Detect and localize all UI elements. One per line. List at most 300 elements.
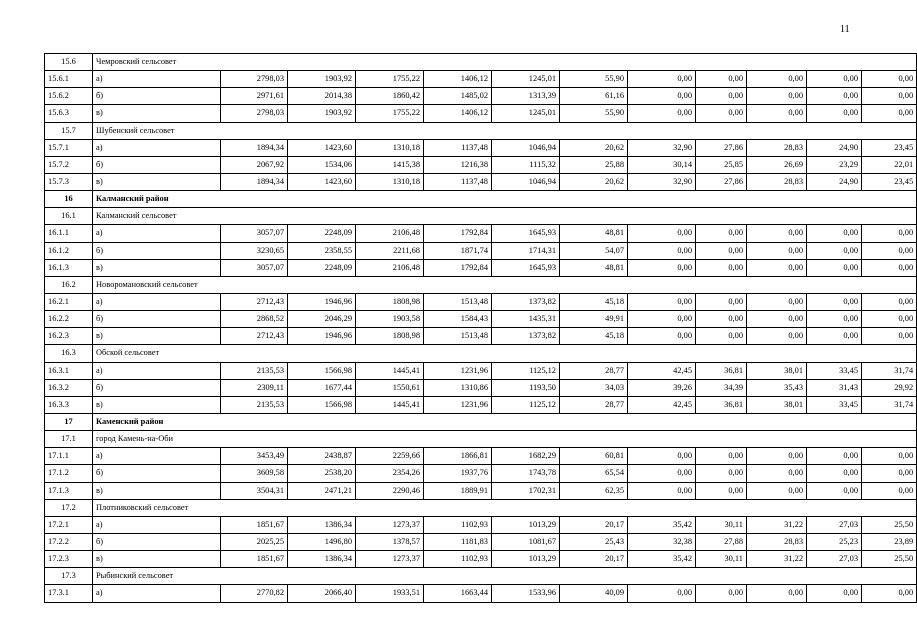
- value-cell: 36,81: [696, 396, 747, 413]
- row-option-label: а): [93, 71, 221, 88]
- value-cell: 0,00: [747, 88, 807, 105]
- value-cell: 45,18: [560, 293, 628, 310]
- value-cell: 30,11: [696, 516, 747, 533]
- value-cell: 24,90: [807, 173, 862, 190]
- value-cell: 0,00: [628, 465, 696, 482]
- row-number: 16.3.3: [45, 396, 93, 413]
- value-cell: 0,00: [807, 328, 862, 345]
- row-number: 15.6.2: [45, 88, 93, 105]
- row-option-label: а): [93, 225, 221, 242]
- row-number: 15.6.3: [45, 105, 93, 122]
- value-cell: 1137,48: [424, 139, 492, 156]
- value-cell: 0,00: [807, 482, 862, 499]
- table-row: [45, 585, 917, 602]
- district-header-row: [45, 191, 917, 208]
- value-cell: 1866,81: [424, 448, 492, 465]
- section-title: город Камень-на-Оби: [93, 431, 917, 448]
- section-header-row: [45, 499, 917, 516]
- value-cell: 1566,98: [288, 396, 356, 413]
- value-cell: 24,90: [807, 139, 862, 156]
- row-number: 16.1.2: [45, 242, 93, 259]
- row-number: 17.1: [45, 431, 93, 448]
- value-cell: 2770,82: [221, 585, 288, 602]
- value-cell: 32,90: [628, 173, 696, 190]
- row-option-label: б): [93, 311, 221, 328]
- value-cell: 1245,01: [492, 105, 560, 122]
- value-cell: 0,00: [696, 242, 747, 259]
- value-cell: 0,00: [628, 482, 696, 499]
- district-title: Калманский район: [93, 191, 917, 208]
- row-number: 16.1.1: [45, 225, 93, 242]
- value-cell: 0,00: [696, 225, 747, 242]
- section-header-row: [45, 568, 917, 585]
- table-row: [45, 225, 917, 242]
- row-number: 17.1.3: [45, 482, 93, 499]
- table-row: [45, 396, 917, 413]
- table-row: [45, 293, 917, 310]
- value-cell: 1677,44: [288, 379, 356, 396]
- row-number: 17.2: [45, 499, 93, 516]
- value-cell: 1373,82: [492, 293, 560, 310]
- section-header-row: [45, 345, 917, 362]
- value-cell: 2798,03: [221, 71, 288, 88]
- value-cell: 0,00: [862, 225, 917, 242]
- value-cell: 1013,29: [492, 516, 560, 533]
- value-cell: 2025,25: [221, 533, 288, 550]
- value-cell: 1645,93: [492, 259, 560, 276]
- section-title: Плотниковский сельсовет: [93, 499, 917, 516]
- value-cell: 1378,57: [356, 533, 424, 550]
- value-cell: 2259,66: [356, 448, 424, 465]
- row-option-label: в): [93, 396, 221, 413]
- table-row: [45, 71, 917, 88]
- value-cell: 3230,65: [221, 242, 288, 259]
- table-row: [45, 551, 917, 568]
- table-row: [45, 362, 917, 379]
- value-cell: 0,00: [862, 293, 917, 310]
- value-cell: 1513,48: [424, 293, 492, 310]
- value-cell: 45,18: [560, 328, 628, 345]
- value-cell: 0,00: [807, 242, 862, 259]
- row-number: 17.2.2: [45, 533, 93, 550]
- value-cell: 1445,41: [356, 362, 424, 379]
- row-number: 15.6: [45, 54, 93, 71]
- value-cell: 2067,92: [221, 156, 288, 173]
- value-cell: 30,14: [628, 156, 696, 173]
- value-cell: 0,00: [807, 105, 862, 122]
- value-cell: 2135,53: [221, 362, 288, 379]
- value-cell: 2106,48: [356, 259, 424, 276]
- value-cell: 1313,39: [492, 88, 560, 105]
- value-cell: 55,90: [560, 71, 628, 88]
- value-cell: 1792,84: [424, 225, 492, 242]
- value-cell: 1933,51: [356, 585, 424, 602]
- value-cell: 0,00: [862, 448, 917, 465]
- section-title: Калманский сельсовет: [93, 208, 917, 225]
- value-cell: 0,00: [807, 259, 862, 276]
- row-number: 16.3: [45, 345, 93, 362]
- row-number: 17.1.1: [45, 448, 93, 465]
- value-cell: 0,00: [747, 259, 807, 276]
- value-cell: 23,89: [862, 533, 917, 550]
- value-cell: 25,23: [807, 533, 862, 550]
- value-cell: 1273,37: [356, 551, 424, 568]
- value-cell: 35,42: [628, 516, 696, 533]
- value-cell: 0,00: [862, 105, 917, 122]
- row-option-label: а): [93, 139, 221, 156]
- value-cell: 1386,34: [288, 551, 356, 568]
- value-cell: 1808,98: [356, 328, 424, 345]
- table-row: [45, 156, 917, 173]
- row-number: 15.7.1: [45, 139, 93, 156]
- value-cell: 38,01: [747, 362, 807, 379]
- value-cell: 25,85: [696, 156, 747, 173]
- value-cell: 0,00: [862, 88, 917, 105]
- row-option-label: в): [93, 482, 221, 499]
- value-cell: 1755,22: [356, 71, 424, 88]
- value-cell: 35,42: [628, 551, 696, 568]
- value-cell: 0,00: [862, 71, 917, 88]
- section-header-row: [45, 122, 917, 139]
- value-cell: 55,90: [560, 105, 628, 122]
- value-cell: 0,00: [696, 465, 747, 482]
- value-cell: 0,00: [696, 448, 747, 465]
- value-cell: 34,03: [560, 379, 628, 396]
- page-number: 11: [840, 24, 850, 35]
- value-cell: 28,77: [560, 362, 628, 379]
- row-number: 17.3: [45, 568, 93, 585]
- value-cell: 0,00: [628, 259, 696, 276]
- value-cell: 1137,48: [424, 173, 492, 190]
- value-cell: 3453,49: [221, 448, 288, 465]
- table-row: [45, 379, 917, 396]
- value-cell: 39,26: [628, 379, 696, 396]
- value-cell: 2014,38: [288, 88, 356, 105]
- table-row: [45, 328, 917, 345]
- value-cell: 1550,61: [356, 379, 424, 396]
- row-number: 16.3.1: [45, 362, 93, 379]
- value-cell: 1273,37: [356, 516, 424, 533]
- value-cell: 0,00: [862, 259, 917, 276]
- value-cell: 20,17: [560, 516, 628, 533]
- value-cell: 1496,80: [288, 533, 356, 550]
- value-cell: 20,62: [560, 173, 628, 190]
- value-cell: 1115,32: [492, 156, 560, 173]
- row-option-label: б): [93, 465, 221, 482]
- value-cell: 28,83: [747, 139, 807, 156]
- value-cell: 1645,93: [492, 225, 560, 242]
- value-cell: 1937,76: [424, 465, 492, 482]
- row-number: 17.2.3: [45, 551, 93, 568]
- value-cell: 1046,94: [492, 139, 560, 156]
- value-cell: 2066,40: [288, 585, 356, 602]
- value-cell: 2106,48: [356, 225, 424, 242]
- value-cell: 0,00: [696, 311, 747, 328]
- value-cell: 23,29: [807, 156, 862, 173]
- value-cell: 3057,07: [221, 225, 288, 242]
- section-title: Шубенский сельсовет: [93, 122, 917, 139]
- value-cell: 31,22: [747, 551, 807, 568]
- value-cell: 40,09: [560, 585, 628, 602]
- value-cell: 27,86: [696, 139, 747, 156]
- value-cell: 31,43: [807, 379, 862, 396]
- value-cell: 0,00: [628, 585, 696, 602]
- row-number: 16.3.2: [45, 379, 93, 396]
- value-cell: 0,00: [747, 311, 807, 328]
- value-cell: 1946,96: [288, 293, 356, 310]
- value-cell: 20,62: [560, 139, 628, 156]
- value-cell: 34,39: [696, 379, 747, 396]
- value-cell: 1386,34: [288, 516, 356, 533]
- value-cell: 1013,29: [492, 551, 560, 568]
- value-cell: 0,00: [807, 225, 862, 242]
- value-cell: 0,00: [628, 448, 696, 465]
- section-header-row: [45, 208, 917, 225]
- value-cell: 0,00: [747, 465, 807, 482]
- district-title: Каменский район: [93, 413, 917, 430]
- value-cell: 60,81: [560, 448, 628, 465]
- row-option-label: б): [93, 88, 221, 105]
- section-title: Чемровский сельсовет: [93, 54, 917, 71]
- value-cell: 1310,18: [356, 139, 424, 156]
- table-row: [45, 173, 917, 190]
- section-title: Обской сельсовет: [93, 345, 917, 362]
- value-cell: 26,69: [747, 156, 807, 173]
- value-cell: 1373,82: [492, 328, 560, 345]
- value-cell: 1310,86: [424, 379, 492, 396]
- value-cell: 1445,41: [356, 396, 424, 413]
- value-cell: 0,00: [747, 293, 807, 310]
- value-cell: 62,35: [560, 482, 628, 499]
- value-cell: 23,45: [862, 173, 917, 190]
- row-option-label: в): [93, 105, 221, 122]
- value-cell: 2046,29: [288, 311, 356, 328]
- value-cell: 0,00: [628, 105, 696, 122]
- row-number: 16.1.3: [45, 259, 93, 276]
- value-cell: 1903,92: [288, 71, 356, 88]
- value-cell: 33,45: [807, 362, 862, 379]
- value-cell: 32,38: [628, 533, 696, 550]
- value-cell: 0,00: [862, 328, 917, 345]
- value-cell: 0,00: [696, 71, 747, 88]
- value-cell: 0,00: [747, 482, 807, 499]
- value-cell: 1181,83: [424, 533, 492, 550]
- value-cell: 0,00: [807, 585, 862, 602]
- value-cell: 36,81: [696, 362, 747, 379]
- value-cell: 25,50: [862, 551, 917, 568]
- row-number: 15.7: [45, 122, 93, 139]
- value-cell: 1702,31: [492, 482, 560, 499]
- value-cell: 25,50: [862, 516, 917, 533]
- value-cell: 42,45: [628, 396, 696, 413]
- value-cell: 42,45: [628, 362, 696, 379]
- value-cell: 1534,06: [288, 156, 356, 173]
- table-row: [45, 465, 917, 482]
- value-cell: 20,17: [560, 551, 628, 568]
- table-row: [45, 311, 917, 328]
- value-cell: 0,00: [862, 585, 917, 602]
- value-cell: 35,43: [747, 379, 807, 396]
- value-cell: 0,00: [628, 88, 696, 105]
- value-cell: 38,01: [747, 396, 807, 413]
- value-cell: 27,88: [696, 533, 747, 550]
- row-number: 15.7.3: [45, 173, 93, 190]
- value-cell: 0,00: [807, 448, 862, 465]
- value-cell: 0,00: [696, 328, 747, 345]
- value-cell: 0,00: [696, 105, 747, 122]
- row-option-label: в): [93, 173, 221, 190]
- value-cell: 1871,74: [424, 242, 492, 259]
- value-cell: 0,00: [747, 328, 807, 345]
- value-cell: 1423,60: [288, 173, 356, 190]
- value-cell: 0,00: [862, 482, 917, 499]
- value-cell: 3504,31: [221, 482, 288, 499]
- value-cell: 2354,26: [356, 465, 424, 482]
- district-header-row: [45, 413, 917, 430]
- value-cell: 1714,31: [492, 242, 560, 259]
- row-option-label: в): [93, 259, 221, 276]
- row-option-label: а): [93, 448, 221, 465]
- row-option-label: б): [93, 379, 221, 396]
- row-number: 17.3.1: [45, 585, 93, 602]
- value-cell: 1566,98: [288, 362, 356, 379]
- value-cell: 0,00: [747, 71, 807, 88]
- table-row: [45, 242, 917, 259]
- value-cell: 1125,12: [492, 362, 560, 379]
- row-option-label: а): [93, 585, 221, 602]
- table-row: [45, 482, 917, 499]
- value-cell: 2471,21: [288, 482, 356, 499]
- table-row: [45, 139, 917, 156]
- value-cell: 1889,91: [424, 482, 492, 499]
- value-cell: 1102,93: [424, 516, 492, 533]
- value-cell: 1485,02: [424, 88, 492, 105]
- value-cell: 31,22: [747, 516, 807, 533]
- section-header-row: [45, 54, 917, 71]
- value-cell: 27,03: [807, 516, 862, 533]
- value-cell: 2211,68: [356, 242, 424, 259]
- value-cell: 1903,58: [356, 311, 424, 328]
- value-cell: 3609,58: [221, 465, 288, 482]
- value-cell: 2538,20: [288, 465, 356, 482]
- value-cell: 0,00: [807, 293, 862, 310]
- value-cell: 61,16: [560, 88, 628, 105]
- value-cell: 2712,43: [221, 293, 288, 310]
- value-cell: 0,00: [628, 328, 696, 345]
- row-number: 16.1: [45, 208, 93, 225]
- value-cell: 28,77: [560, 396, 628, 413]
- value-cell: 25,43: [560, 533, 628, 550]
- value-cell: 30,11: [696, 551, 747, 568]
- value-cell: 1216,38: [424, 156, 492, 173]
- row-number: 16.2.3: [45, 328, 93, 345]
- value-cell: 1851,67: [221, 551, 288, 568]
- value-cell: 1808,98: [356, 293, 424, 310]
- value-cell: 27,86: [696, 173, 747, 190]
- value-cell: 0,00: [696, 482, 747, 499]
- row-number: 16.2.1: [45, 293, 93, 310]
- value-cell: 2712,43: [221, 328, 288, 345]
- value-cell: 1310,18: [356, 173, 424, 190]
- value-cell: 2868,52: [221, 311, 288, 328]
- value-cell: 2798,03: [221, 105, 288, 122]
- table-body: [45, 54, 917, 603]
- value-cell: 2438,87: [288, 448, 356, 465]
- table-row: [45, 105, 917, 122]
- value-cell: 1125,12: [492, 396, 560, 413]
- value-cell: 2290,46: [356, 482, 424, 499]
- row-option-label: в): [93, 328, 221, 345]
- value-cell: 1743,78: [492, 465, 560, 482]
- row-number: 17.2.1: [45, 516, 93, 533]
- value-cell: 33,45: [807, 396, 862, 413]
- row-number: 16.2.2: [45, 311, 93, 328]
- table-row: [45, 516, 917, 533]
- value-cell: 1231,96: [424, 362, 492, 379]
- row-option-label: а): [93, 293, 221, 310]
- row-number: 16: [45, 191, 93, 208]
- value-cell: 0,00: [696, 259, 747, 276]
- value-cell: 49,91: [560, 311, 628, 328]
- value-cell: 1894,34: [221, 173, 288, 190]
- section-header-row: [45, 276, 917, 293]
- value-cell: 1946,96: [288, 328, 356, 345]
- value-cell: 1102,93: [424, 551, 492, 568]
- value-cell: 0,00: [696, 88, 747, 105]
- value-cell: 25,88: [560, 156, 628, 173]
- tariff-table: [44, 53, 917, 603]
- table-row: [45, 533, 917, 550]
- section-title: Новоромановский сельсовет: [93, 276, 917, 293]
- value-cell: 1894,34: [221, 139, 288, 156]
- value-cell: 31,74: [862, 362, 917, 379]
- value-cell: 0,00: [807, 88, 862, 105]
- value-cell: 0,00: [862, 242, 917, 259]
- section-title: Рыбинский сельсовет: [93, 568, 917, 585]
- value-cell: 0,00: [807, 311, 862, 328]
- value-cell: 2358,55: [288, 242, 356, 259]
- value-cell: 0,00: [862, 311, 917, 328]
- value-cell: 1231,96: [424, 396, 492, 413]
- value-cell: 1081,67: [492, 533, 560, 550]
- section-header-row: [45, 431, 917, 448]
- value-cell: 1245,01: [492, 71, 560, 88]
- row-number: 15.7.2: [45, 156, 93, 173]
- value-cell: 0,00: [628, 242, 696, 259]
- row-option-label: б): [93, 156, 221, 173]
- value-cell: 28,83: [747, 173, 807, 190]
- value-cell: 1423,60: [288, 139, 356, 156]
- row-option-label: б): [93, 242, 221, 259]
- value-cell: 29,92: [862, 379, 917, 396]
- value-cell: 1406,12: [424, 105, 492, 122]
- value-cell: 1663,44: [424, 585, 492, 602]
- table-row: [45, 88, 917, 105]
- value-cell: 0,00: [628, 71, 696, 88]
- value-cell: 1415,38: [356, 156, 424, 173]
- value-cell: 0,00: [628, 311, 696, 328]
- value-cell: 1533,96: [492, 585, 560, 602]
- value-cell: 1584,43: [424, 311, 492, 328]
- value-cell: 2248,09: [288, 225, 356, 242]
- value-cell: 1860,42: [356, 88, 424, 105]
- value-cell: 2248,09: [288, 259, 356, 276]
- value-cell: 0,00: [807, 71, 862, 88]
- row-option-label: а): [93, 362, 221, 379]
- value-cell: 23,45: [862, 139, 917, 156]
- row-number: 17: [45, 413, 93, 430]
- value-cell: 0,00: [628, 293, 696, 310]
